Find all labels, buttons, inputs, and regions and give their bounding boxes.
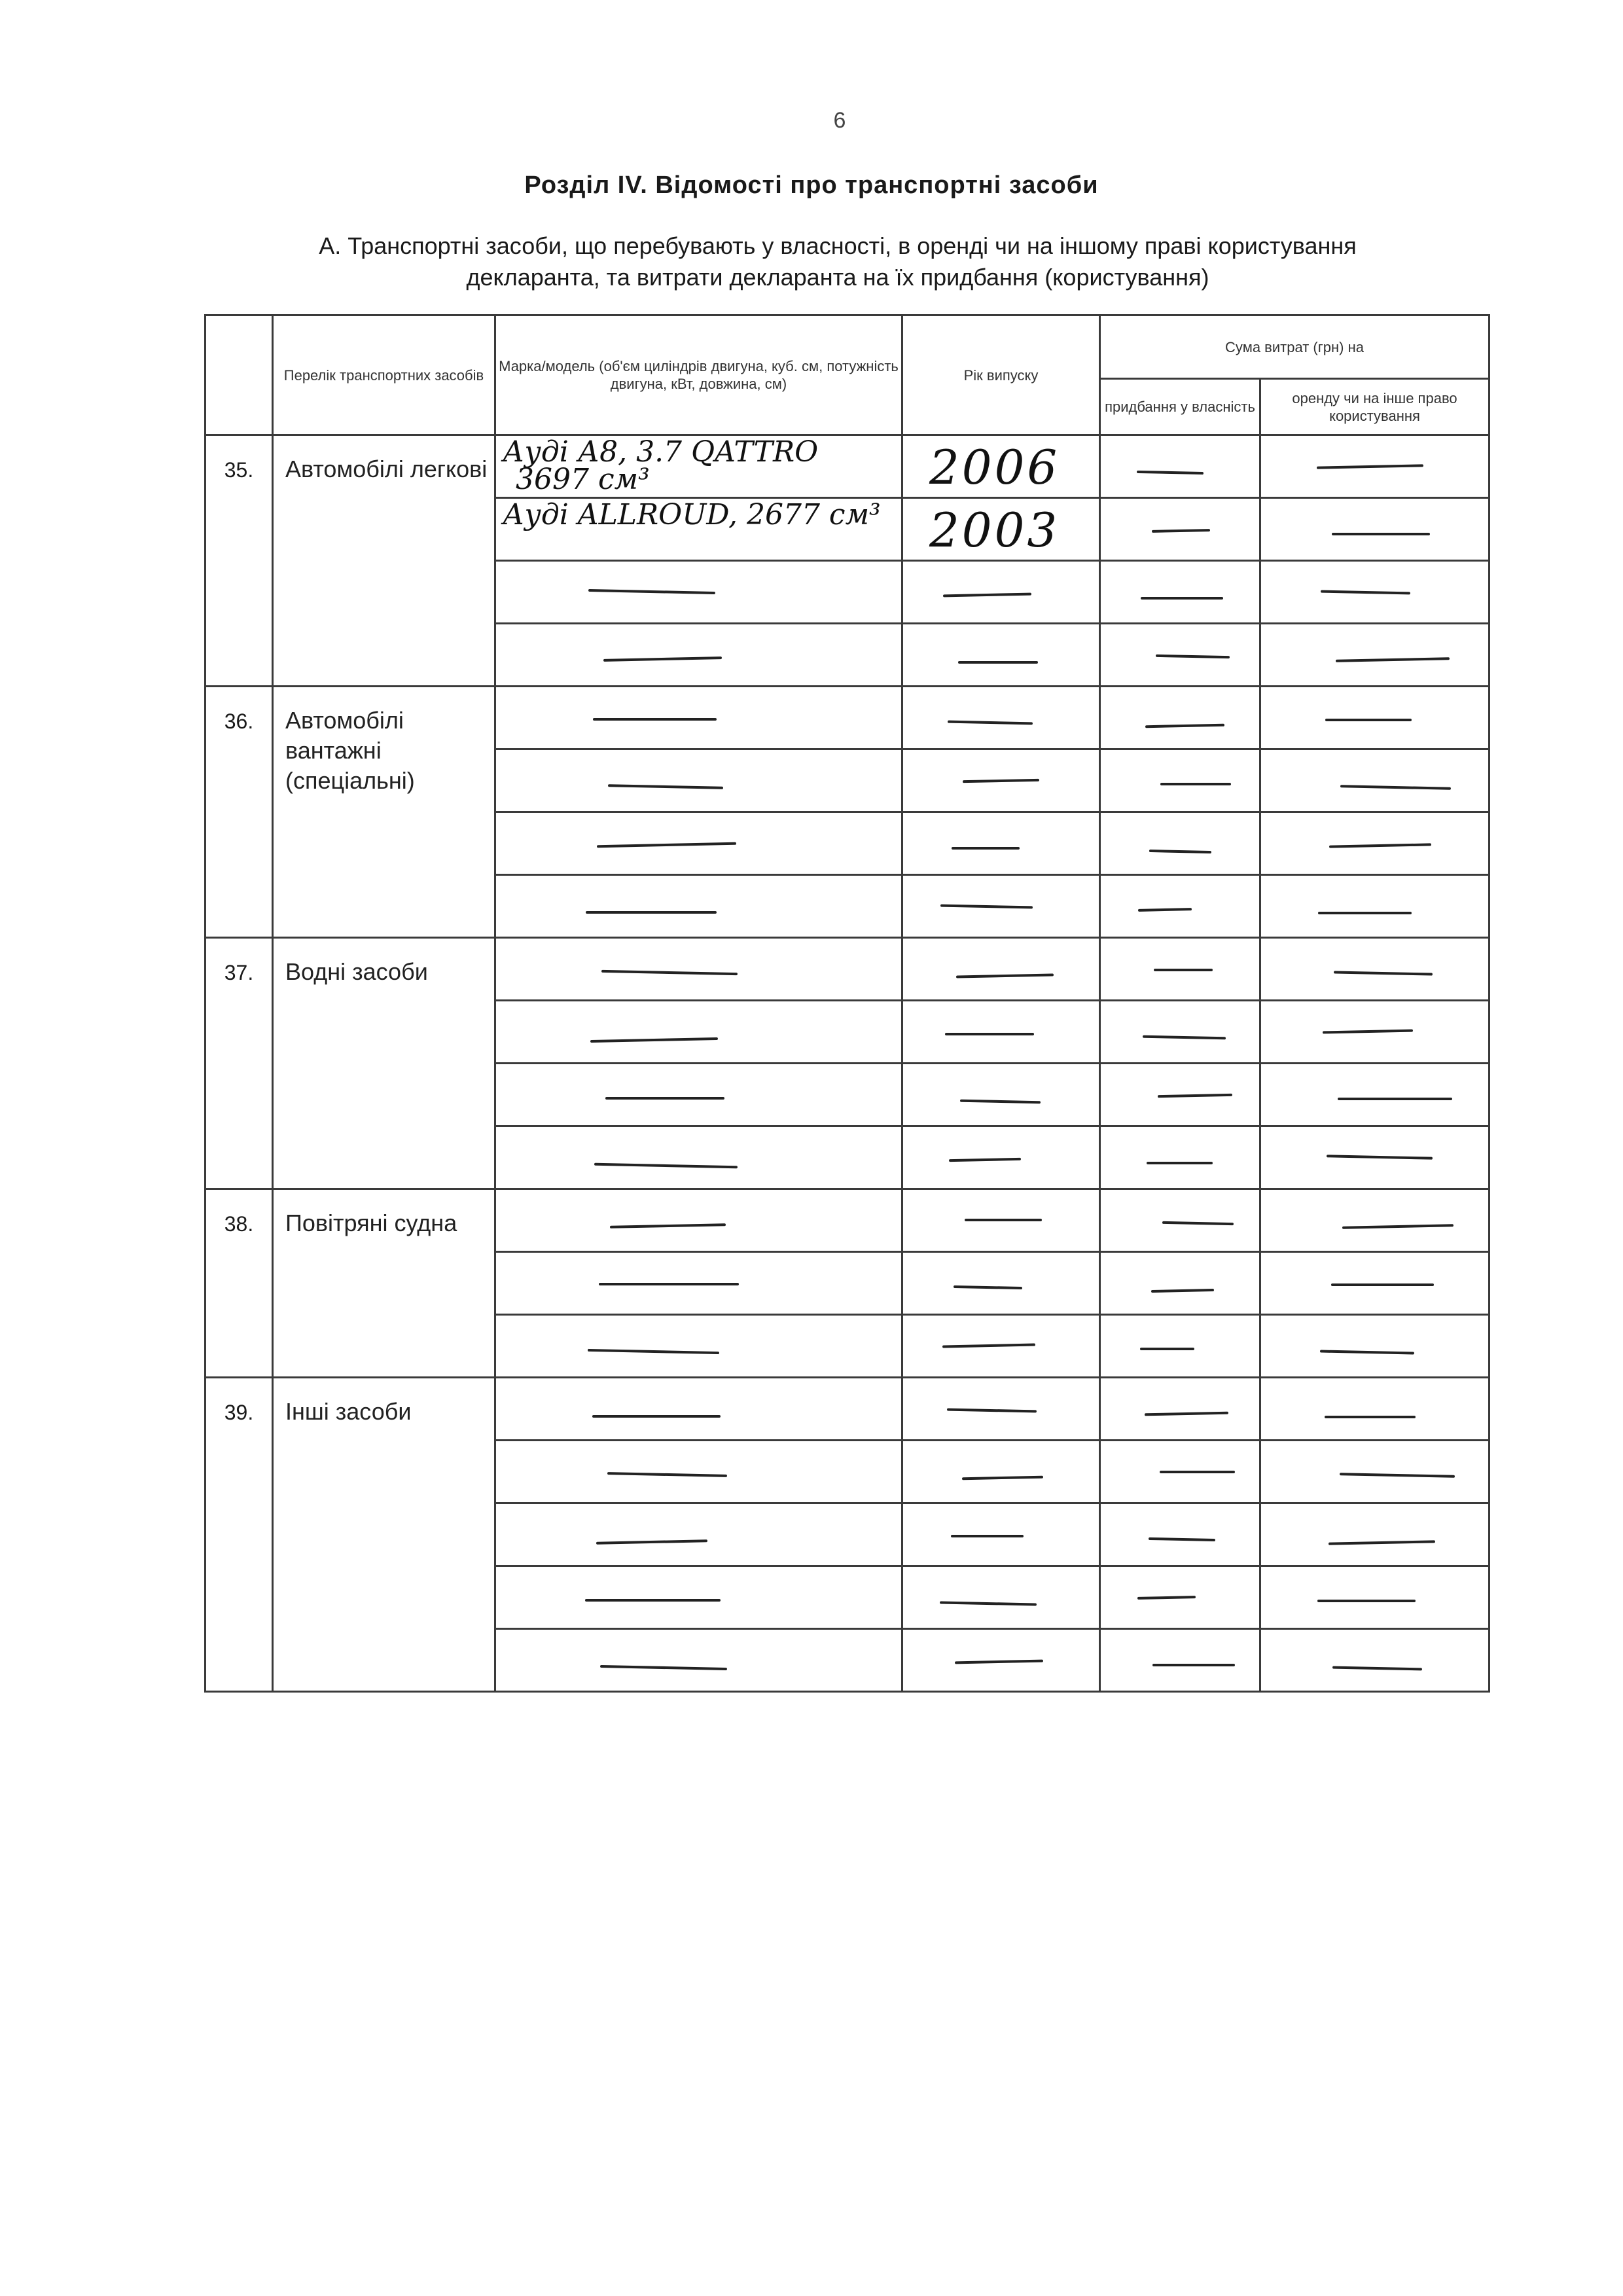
year-cell [902, 1629, 1100, 1692]
purchase-cell [1100, 1503, 1260, 1566]
dash-mark [948, 721, 1033, 725]
year-cell [902, 1378, 1100, 1441]
category-name: Автомобілі легкові [273, 435, 495, 687]
year-cell [902, 498, 1100, 561]
model-cell [495, 435, 902, 498]
model-cell [495, 938, 902, 1001]
header-list: Перелік транспортних засобів [273, 315, 495, 435]
header-year: Рік випуску [902, 315, 1100, 435]
subsection-title: А. Транспортні засоби, що перебувають у власності, в оренді чи на іншому праві користування декларанта, та витрати декларанта на їх придбання (користування) [319, 232, 1357, 291]
header-model: Марка/модель (об'єм циліндрів двигуна, куб. см, потужність двигуна, кВт, довжина, см) [495, 315, 902, 435]
dash-mark [945, 1033, 1034, 1035]
dash-mark [1141, 597, 1223, 600]
header-num [205, 315, 273, 435]
dash-mark [958, 661, 1038, 664]
purchase-cell [1100, 1566, 1260, 1629]
table-row [205, 1378, 1489, 1441]
dash-mark [955, 1660, 1043, 1664]
dash-mark [1332, 533, 1430, 535]
dash-mark [608, 784, 723, 789]
rent-cell [1260, 1503, 1489, 1566]
model-cell [495, 1252, 902, 1315]
purchase-cell [1100, 1378, 1260, 1441]
purchase-cell [1100, 435, 1260, 498]
purchase-cell [1100, 1315, 1260, 1378]
year-cell [902, 1566, 1100, 1629]
rent-cell [1260, 687, 1489, 749]
rent-cell [1260, 1252, 1489, 1315]
rent-cell [1260, 1566, 1489, 1629]
dash-mark [951, 1535, 1024, 1537]
handwritten-model: Ауді А8, 3.7 QATTRO [503, 435, 819, 469]
rent-cell [1260, 1189, 1489, 1252]
dash-mark [943, 593, 1031, 598]
year-cell [902, 1503, 1100, 1566]
dash-mark [607, 1472, 727, 1477]
dash-mark [1325, 1416, 1416, 1418]
year-cell [902, 1126, 1100, 1189]
dash-mark [590, 1037, 718, 1043]
dash-mark [610, 1223, 726, 1229]
year-cell [902, 1001, 1100, 1064]
category-number: 36. [205, 687, 273, 938]
model-cell [495, 1503, 902, 1566]
year-cell [902, 1189, 1100, 1252]
year-cell [902, 624, 1100, 687]
purchase-cell [1100, 1189, 1260, 1252]
dash-mark [1143, 1035, 1226, 1040]
rent-cell [1260, 938, 1489, 1001]
category-number: 39. [205, 1378, 273, 1692]
dash-mark [963, 779, 1039, 783]
category-number: 35. [205, 435, 273, 687]
dash-mark [949, 1158, 1021, 1162]
dash-mark [1340, 1473, 1455, 1478]
purchase-cell [1100, 875, 1260, 938]
rent-cell [1260, 875, 1489, 938]
year-cell [902, 1315, 1100, 1378]
model-cell [495, 1629, 902, 1692]
model-cell [495, 1189, 902, 1252]
dash-mark [1329, 843, 1431, 848]
table-row [205, 938, 1489, 1001]
dash-mark [1149, 850, 1211, 853]
rent-cell [1260, 749, 1489, 812]
dash-mark [605, 1097, 724, 1100]
purchase-cell [1100, 1126, 1260, 1189]
rent-cell [1260, 1064, 1489, 1126]
dash-mark [1138, 908, 1192, 912]
dash-mark [962, 1476, 1043, 1480]
header-expenses: Сума витрат (грн) на [1100, 315, 1489, 379]
category-name: Інші засоби [273, 1378, 495, 1692]
dash-mark [1160, 783, 1231, 785]
dash-mark [1331, 1283, 1434, 1286]
rent-cell [1260, 498, 1489, 561]
category-number: 38. [205, 1189, 273, 1378]
dash-mark [603, 656, 722, 662]
dash-mark [1342, 1224, 1454, 1229]
dash-mark [599, 1283, 739, 1285]
purchase-cell [1100, 1629, 1260, 1692]
purchase-cell [1100, 938, 1260, 1001]
dash-mark [1321, 590, 1410, 595]
purchase-cell [1100, 1064, 1260, 1126]
dash-mark [1147, 1162, 1213, 1164]
table-row [205, 687, 1489, 749]
purchase-cell [1100, 687, 1260, 749]
dash-mark [940, 1601, 1037, 1605]
year-cell [902, 1064, 1100, 1126]
dash-mark [601, 970, 738, 975]
dash-mark [1152, 529, 1210, 533]
dash-mark [952, 847, 1020, 850]
purchase-cell [1100, 498, 1260, 561]
purchase-cell [1100, 624, 1260, 687]
category-number: 37. [205, 938, 273, 1189]
model-cell [495, 812, 902, 875]
dash-mark [592, 1415, 721, 1418]
dash-mark [1329, 1540, 1435, 1545]
rent-cell [1260, 1378, 1489, 1441]
purchase-cell [1100, 1252, 1260, 1315]
dash-mark [1145, 724, 1224, 728]
year-cell [902, 938, 1100, 1001]
dash-mark [954, 1285, 1022, 1289]
dash-mark [1317, 1600, 1416, 1602]
model-cell [495, 1064, 902, 1126]
header-purchase: придбання у власність [1100, 379, 1260, 435]
dash-mark [585, 1599, 721, 1602]
dash-mark [1158, 1094, 1232, 1098]
year-cell [902, 435, 1100, 498]
purchase-cell [1100, 1001, 1260, 1064]
model-cell [495, 687, 902, 749]
dash-mark [1323, 1030, 1413, 1034]
dash-mark [588, 1349, 719, 1354]
dash-mark [1154, 969, 1213, 971]
dash-mark [942, 1344, 1035, 1348]
dash-mark [960, 1100, 1041, 1104]
category-name: Повітряні судна [273, 1189, 495, 1378]
purchase-cell [1100, 812, 1260, 875]
dash-mark [1137, 1596, 1196, 1600]
model-cell [495, 749, 902, 812]
model-cell [495, 561, 902, 624]
year-cell [902, 561, 1100, 624]
purchase-cell [1100, 749, 1260, 812]
handwritten-year: 2003 [929, 503, 1060, 558]
rent-cell [1260, 1629, 1489, 1692]
model-cell [495, 1126, 902, 1189]
dash-mark [1140, 1348, 1194, 1350]
purchase-cell [1100, 561, 1260, 624]
vehicles-table [204, 314, 1490, 1693]
year-cell [902, 749, 1100, 812]
section-title: Розділ IV. Відомості про транспортні засоби [524, 171, 1099, 199]
year-cell [902, 687, 1100, 749]
rent-cell [1260, 561, 1489, 624]
header-rent: оренду чи на інше право користування [1260, 379, 1489, 435]
dash-mark [1156, 655, 1230, 658]
rent-cell [1260, 812, 1489, 875]
dash-mark [1149, 1537, 1215, 1541]
dash-mark [586, 911, 717, 914]
dash-mark [1336, 657, 1450, 662]
model-cell [495, 1566, 902, 1629]
dash-mark [1151, 1289, 1214, 1293]
rent-cell [1260, 1315, 1489, 1378]
purchase-cell [1100, 1441, 1260, 1503]
rent-cell [1260, 1441, 1489, 1503]
handwritten-model-volume: 3697 см³ [516, 463, 650, 496]
table-row [205, 1189, 1489, 1252]
rent-cell [1260, 1126, 1489, 1189]
dash-mark [956, 973, 1054, 978]
dash-mark [1340, 785, 1451, 790]
dash-mark [593, 718, 717, 721]
dash-mark [1152, 1664, 1235, 1666]
dash-mark [588, 589, 715, 594]
year-cell [902, 1252, 1100, 1315]
dash-mark [947, 1408, 1037, 1413]
dash-mark [1332, 1666, 1422, 1671]
dash-mark [1320, 1350, 1414, 1354]
dash-mark [594, 1163, 738, 1169]
dash-mark [1160, 1471, 1235, 1473]
model-cell [495, 1378, 902, 1441]
model-cell [495, 875, 902, 938]
rent-cell [1260, 1001, 1489, 1064]
model-cell [495, 1441, 902, 1503]
dash-mark [1137, 471, 1204, 475]
dash-mark [1334, 971, 1433, 975]
dash-mark [965, 1219, 1042, 1221]
dash-mark [1145, 1412, 1228, 1416]
category-name: Водні засоби [273, 938, 495, 1189]
dash-mark [597, 842, 736, 848]
model-cell [495, 624, 902, 687]
page-number: 6 [833, 108, 846, 133]
rent-cell [1260, 624, 1489, 687]
handwritten-year: 2006 [929, 440, 1060, 495]
dash-mark [1327, 1155, 1433, 1159]
category-name: Автомобілі вантажні (спеціальні) [273, 687, 495, 938]
dash-mark [600, 1665, 727, 1670]
dash-mark [1318, 912, 1412, 914]
model-cell [495, 1001, 902, 1064]
dash-mark [940, 905, 1033, 909]
year-cell [902, 1441, 1100, 1503]
dash-mark [1317, 464, 1423, 469]
year-cell [902, 875, 1100, 938]
model-cell [495, 1315, 902, 1378]
dash-mark [1325, 719, 1412, 721]
rent-cell [1260, 435, 1489, 498]
handwritten-model: Ауді ALLROUD, 2677 см³ [503, 498, 881, 531]
year-cell [902, 812, 1100, 875]
dash-mark [1338, 1098, 1452, 1100]
table-row [205, 435, 1489, 498]
model-cell [495, 498, 902, 561]
dash-mark [596, 1539, 707, 1545]
dash-mark [1162, 1221, 1234, 1225]
